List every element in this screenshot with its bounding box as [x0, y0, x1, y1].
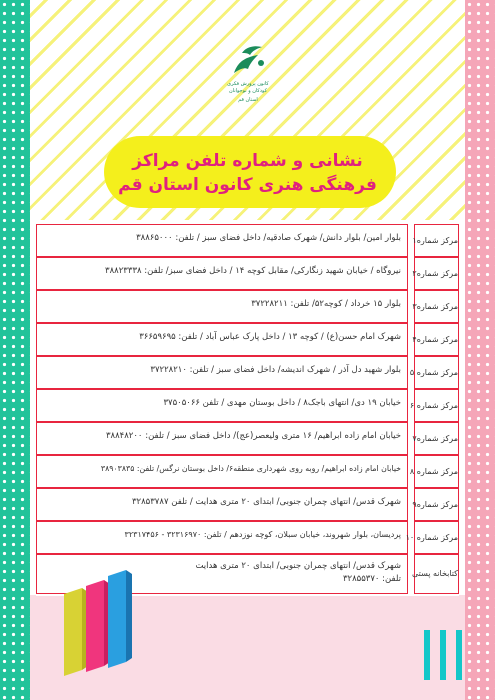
center-address: خیابان امام زاده ابراهیم/ روبه روی شهرداری منطقه۶/ داخل بوستان نرگس/ تلفن: ۳۸۹۰۳۸۳۵ [36, 455, 408, 488]
table-row [36, 422, 459, 455]
bar [424, 630, 430, 680]
logo-line-2: کودکان و نوجوانان [229, 88, 267, 94]
right-dotted-band [465, 0, 495, 700]
center-label: مرکز شماره۷ [414, 422, 459, 455]
table-row [36, 356, 459, 389]
left-dotted-band [0, 0, 30, 700]
center-label: مرکز شماره۹ [414, 488, 459, 521]
table-row [36, 455, 459, 488]
center-label: مرکز شماره۴ [414, 323, 459, 356]
center-address: شهرک قدس/ انتهای چمران جنوبی/ ابتدای ۲۰ متری هدایت / تلفن ۳۲۸۵۳۷۸۷ [36, 488, 408, 521]
kanoon-logo [224, 43, 272, 113]
library-address-line: شهرک قدس/ انتهای چمران جنوبی/ ابتدای ۲۰ متری هدایت [195, 561, 401, 571]
bird-logo-icon [228, 43, 268, 81]
table-row [36, 389, 459, 422]
title-banner [104, 136, 396, 208]
bar [456, 630, 462, 680]
center-address: بلوار امین/ بلوار دانش/ شهرک صادقیه/ داخل فضای سبز / تلفن: ۳۸۸۶۵۰۰۰ [36, 224, 408, 257]
center-label: مرکز شماره۲ [414, 257, 459, 290]
logo-line-1: کانون پرورش فکری [227, 81, 269, 87]
books-illustration [60, 566, 150, 676]
center-label: مرکز شماره۱ [414, 224, 459, 257]
center-address: شهرک امام حسن(ع) / کوچه ۱۳ / داخل پارک عباس آباد / تلفن: ۳۶۶۵۹۶۹۵ [36, 323, 408, 356]
table-row [36, 257, 459, 290]
page-title-line-2: فرهنگی هنری کانون استان قم [118, 175, 377, 195]
table-row [36, 323, 459, 356]
center-address: خیابان ۱۹ دی/ انتهای باجک۸ / داخل بوستان مهدی / تلفن ۳۷۵۰۵۰۶۶ [36, 389, 408, 422]
center-address: پردیسان، بلوار شهروند، خیابان سبلان، کوچه نوزدهم / تلفن: ۳۲۳۱۶۹۷۰ - ۳۲۳۱۷۴۵۶ [36, 521, 408, 554]
center-address: خیابان امام زاده ابراهیم/ ۱۶ متری ولیعصر(عج)/ داخل فضای سبز / تلفن: ۳۸۸۴۸۲۰۰ [36, 422, 408, 455]
library-phone-line: تلفن: ۳۲۸۵۵۳۷۰ [342, 574, 401, 584]
center-label: مرکز شماره ۱۰ [414, 521, 459, 554]
center-label: مرکز شماره ۶ [414, 389, 459, 422]
center-address: بلوار شهید دل آذر / شهرک اندیشه/ داخل فضای سبز / تلفن: ۳۷۲۲۸۲۱۰ [36, 356, 408, 389]
table-row [36, 521, 459, 554]
center-label: کتابخانه پستی [414, 554, 459, 594]
center-address: نیروگاه / خیابان شهید زنگارکی/ مقابل کوچه ۱۴ / داخل فضای سبز/ تلفن: ۳۸۸۲۳۳۳۸ [36, 257, 408, 290]
centers-table [36, 220, 459, 596]
bar [440, 630, 446, 680]
logo-line-3: استان قم [238, 97, 258, 103]
table-row [36, 488, 459, 521]
center-label: مرکز شماره۳ [414, 290, 459, 323]
center-address: بلوار ۱۵ خرداد / کوچه۵۲/ تلفن: ۳۷۲۲۸۲۱۱ [36, 290, 408, 323]
table-row [36, 224, 459, 257]
page-title-line-1: نشانی و شماره تلفن مراکز [132, 151, 363, 171]
center-label: مرکز شماره ۵ [414, 356, 459, 389]
center-label: مرکز شماره ۸ [414, 455, 459, 488]
table-row [36, 290, 459, 323]
